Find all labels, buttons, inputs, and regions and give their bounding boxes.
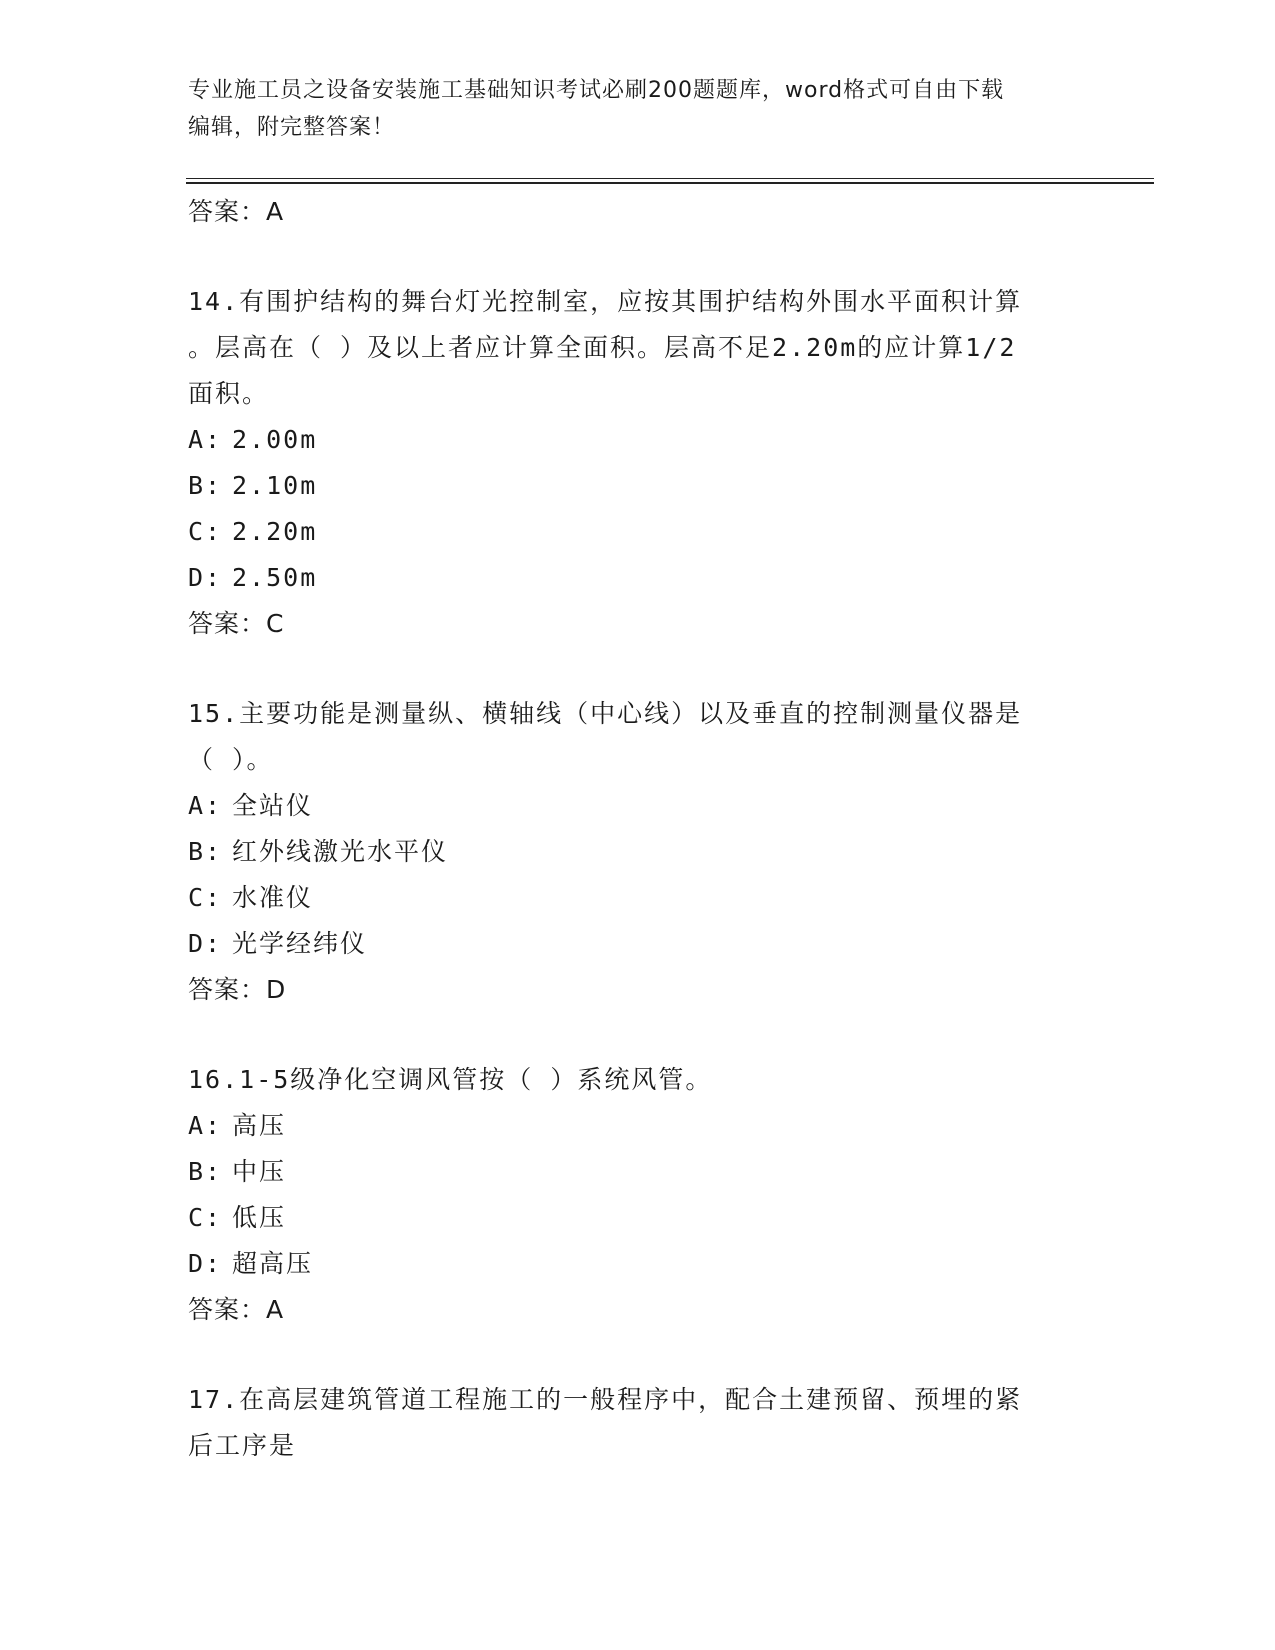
header-line-2: 编辑，附完整答案！	[188, 115, 396, 140]
option-label: B:	[188, 837, 223, 866]
option-d	[188, 555, 1088, 601]
option-text: 高压	[232, 1111, 287, 1140]
option-text: 全站仪	[232, 791, 314, 820]
header-line-1: 专业施工员之设备安装施工基础知识考试必刷200题题库，word格式可自由下载	[188, 78, 1005, 103]
option-label: C:	[188, 517, 223, 546]
option-label: C:	[188, 1203, 223, 1232]
header-rule-thick	[186, 182, 1154, 184]
option-text: 红外线激光水平仪	[232, 837, 449, 866]
option-d	[188, 1241, 1088, 1287]
option-label: A:	[188, 1111, 223, 1140]
option-text: 低压	[232, 1203, 287, 1232]
option-text: 2.00m	[232, 425, 318, 454]
option-c	[188, 1195, 1088, 1241]
option-b	[188, 463, 1088, 509]
question-text-line: （ ）。	[188, 745, 274, 774]
question-block	[188, 1057, 1088, 1333]
option-label: A:	[188, 425, 223, 454]
header-rule-thin	[186, 178, 1154, 179]
option-b	[188, 829, 1088, 875]
question-text-line: 17.在高层建筑管道工程施工的一般程序中，配合土建预留、预埋的紧	[188, 1385, 1023, 1414]
option-a	[188, 1103, 1088, 1149]
answer-line: 答案：D	[188, 975, 287, 1004]
answer-line: 答案：A	[188, 197, 285, 226]
option-b	[188, 1149, 1088, 1195]
option-label: B:	[188, 471, 223, 500]
answer-line: 答案：C	[188, 609, 285, 638]
option-text: 中压	[232, 1157, 287, 1186]
option-text: 水准仪	[232, 883, 314, 912]
question-block	[188, 691, 1088, 1013]
option-d	[188, 921, 1088, 967]
question-text-line: 面积。	[188, 379, 270, 408]
question-text-line: 14.有围护结构的舞台灯光控制室，应按其围护结构外围水平面积计算	[188, 287, 1023, 316]
option-c	[188, 875, 1088, 921]
option-c	[188, 509, 1088, 555]
answer-line: 答案：A	[188, 1295, 285, 1324]
question-text-line: 后工序是	[188, 1431, 297, 1460]
page-header	[188, 72, 1068, 146]
option-label: D:	[188, 929, 223, 958]
option-label: B:	[188, 1157, 223, 1186]
question-text-line: 16.1-5级净化空调风管按（ ）系统风管。	[188, 1065, 713, 1094]
question-list	[188, 189, 1088, 1469]
question-block	[188, 1377, 1088, 1469]
option-text: 超高压	[232, 1249, 314, 1278]
question-text-line: 15.主要功能是测量纵、横轴线（中心线）以及垂直的控制测量仪器是	[188, 699, 1023, 728]
option-a	[188, 783, 1088, 829]
option-a	[188, 417, 1088, 463]
option-label: C:	[188, 883, 223, 912]
question-text-line: 。层高在（ ）及以上者应计算全面积。层高不足2.20m的应计算1/2	[188, 333, 1017, 362]
option-label: A:	[188, 791, 223, 820]
question-block	[188, 279, 1088, 647]
option-label: D:	[188, 1249, 223, 1278]
option-label: D:	[188, 563, 223, 592]
option-text: 2.20m	[232, 517, 318, 546]
option-text: 2.10m	[232, 471, 318, 500]
option-text: 光学经纬仪	[232, 929, 368, 958]
option-text: 2.50m	[232, 563, 318, 592]
